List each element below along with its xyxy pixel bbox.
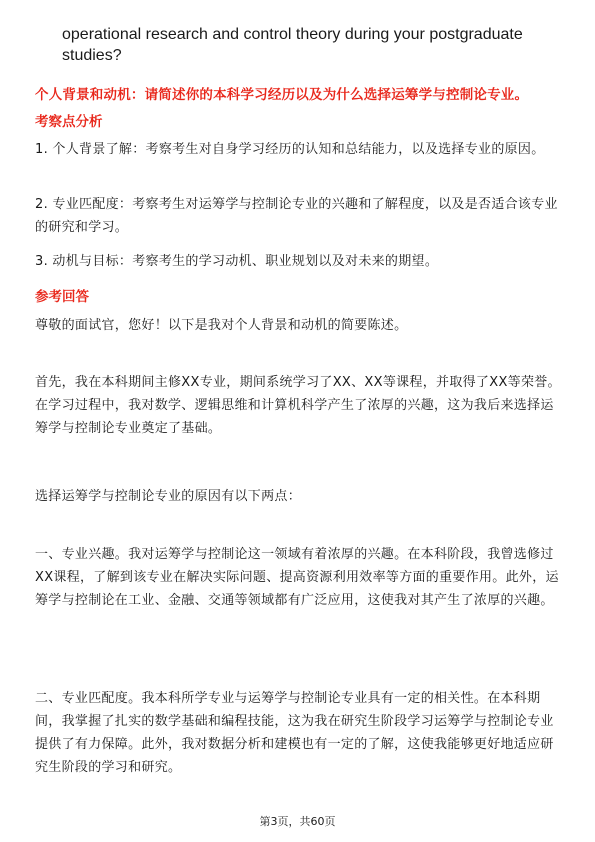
answer-heading: 参考回答 (35, 289, 89, 305)
answer-paragraph-2: 首先，我在本科期间主修XX专业，期间系统学习了XX、XX等课程，并取得了XX等荣誉。在学习过程中，我对数学、逻辑思维和计算机科学产生了浓厚的兴趣，这为我后来选择运筹学与控制论专业奠定了基础。 (35, 375, 561, 436)
page-number-footer: 第3页，共60页 (259, 815, 336, 828)
analysis-item-1: 1. 个人背景了解：考察考生对自身学习经历的认知和总结能力，以及选择专业的原因。 (35, 142, 545, 157)
question-intro-text: operational research and control theory during your postgraduate studies? (62, 26, 523, 64)
question-title: 个人背景和动机：请简述你的本科学习经历以及为什么选择运筹学与控制论专业。 (35, 87, 529, 103)
answer-paragraph-3: 选择运筹学与控制论专业的原因有以下两点： (35, 489, 302, 504)
answer-paragraph-5: 二、专业匹配度。我本科所学专业与运筹学与控制论专业具有一定的相关性。在本科期间，我掌握了扎实的数学基础和编程技能，这为我在研究生阶段学习运筹学与控制论专业提供了有力保障。此外，我对数据分析和建模也有一定的了解，这使我能够更好地适应研究生阶段的学习和研究。 (35, 691, 554, 775)
answer-paragraph-4: 一、专业兴趣。我对运筹学与控制论这一领域有着浓厚的兴趣。在本科阶段，我曾选修过XX课程，了解到该专业在解决实际问题、提高资源利用效率等方面的重要作用。此外，运筹学与控制论在工业、金融、交通等领域都有广泛应用，这使我对其产生了浓厚的兴趣。 (35, 547, 559, 608)
answer-paragraph-1: 尊敬的面试官，您好！以下是我对个人背景和动机的简要陈述。 (35, 318, 408, 333)
analysis-item-3: 3. 动机与目标：考察考生的学习动机、职业规划以及对未来的期望。 (35, 254, 439, 269)
analysis-item-2: 2. 专业匹配度：考察考生对运筹学与控制论专业的兴趣和了解程度，以及是否适合该专业的研究和学习。 (35, 197, 558, 235)
analysis-heading: 考察点分析 (35, 114, 103, 130)
